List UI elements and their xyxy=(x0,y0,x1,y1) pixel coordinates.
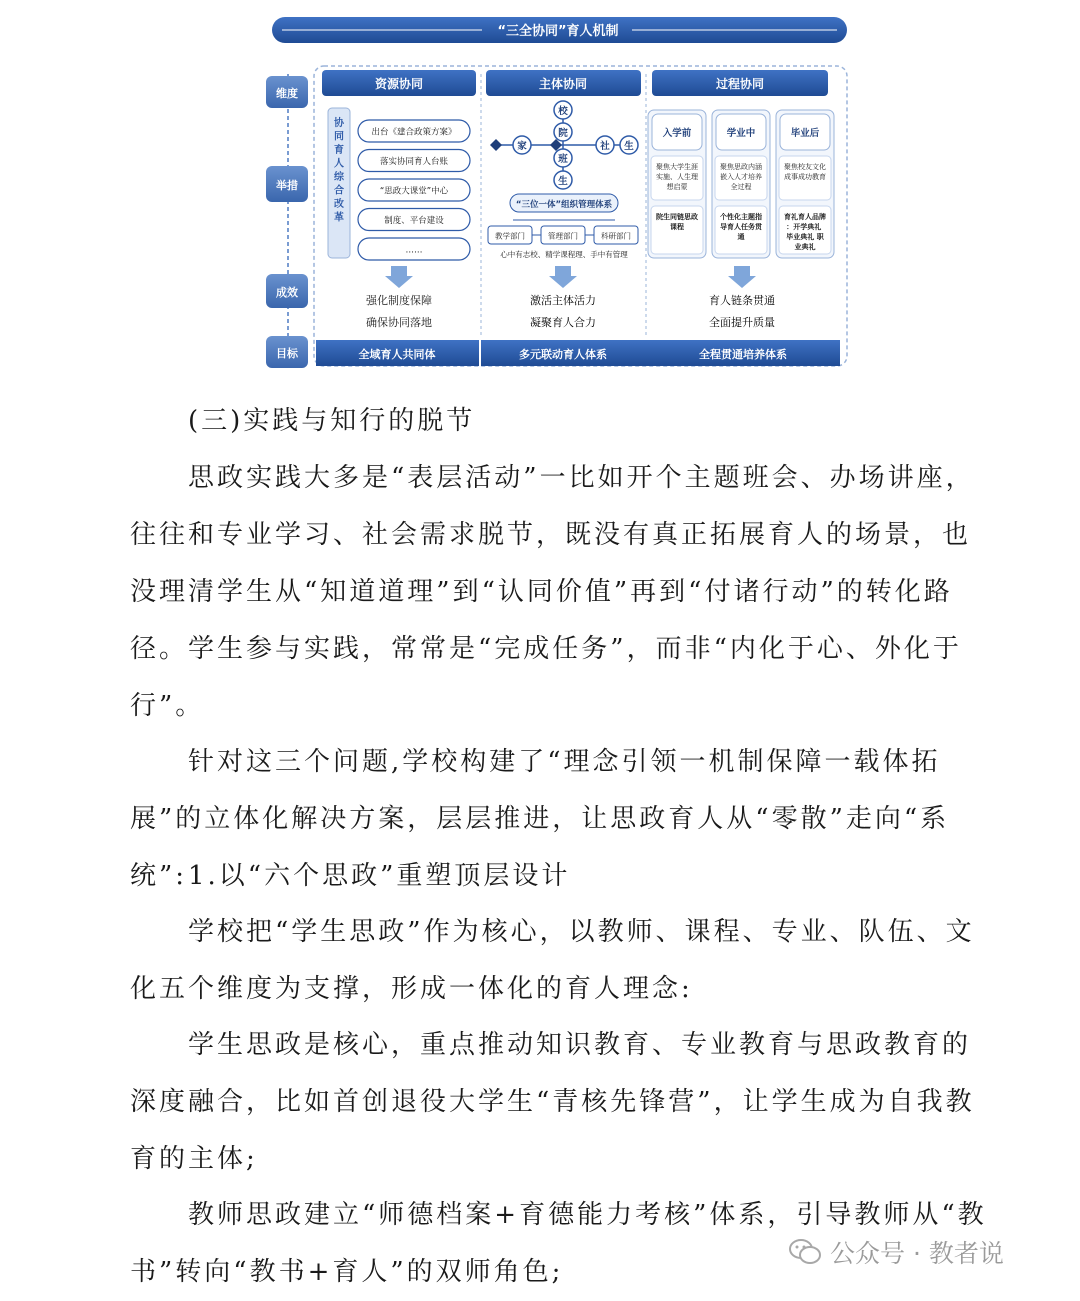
org-system-label: “三位一体”组织管理体系 xyxy=(515,200,613,210)
paragraph-practice-gap: 思政实践大多是“表层活动”一比如开个主题班会、办场讲座，往往和专业学习、社会需求脱节，既没有真正拓展育人的场景，也没理清学生从“知道道理”到“认同价值”再到“付诸行动”的转化路径。学生参与实践，常常是“完成任务”，而非“内化于心、外化于行”。 xyxy=(130,463,975,721)
svg-text:聚焦思政内涵嵌入人才培养全过程: 聚焦思政内涵嵌入人才培养全过程 xyxy=(720,163,762,191)
diagram-title: “三全协同”育人机制 xyxy=(497,24,619,39)
col3-result-2: 全面提升质量 xyxy=(709,316,775,329)
measure-item xyxy=(358,120,470,142)
col2-goal: 多元联动育人体系 xyxy=(519,348,607,361)
svg-text:生: 生 xyxy=(624,141,634,152)
svg-text:教学部门: 教学部门 xyxy=(495,231,525,241)
subject-node xyxy=(554,171,572,189)
col1-result-1: 强化制度保障 xyxy=(366,294,432,307)
department-box xyxy=(594,226,638,244)
measure-item xyxy=(358,209,470,231)
svg-text:聚焦校友文化成事成功教育: 聚焦校友文化成事成功教育 xyxy=(784,163,826,181)
stage-column xyxy=(712,110,770,258)
svg-text:举措: 举措 xyxy=(276,179,298,192)
subject-node xyxy=(554,101,572,119)
svg-text:落实协同育人台账: 落实协同育人台账 xyxy=(379,157,449,167)
svg-text:班: 班 xyxy=(558,154,568,165)
row-label-effect xyxy=(266,274,308,308)
svg-text:社: 社 xyxy=(600,141,610,152)
subject-node xyxy=(513,136,531,154)
vertical-label: 协同育人综合改革 xyxy=(334,118,344,224)
col2-note: 心中有志校、精学课程理、手中有管理 xyxy=(500,250,628,259)
svg-text:“思政大课堂”中心: “思政大课堂”中心 xyxy=(379,186,449,197)
stage-column xyxy=(648,110,706,258)
row-label-dimension xyxy=(266,76,308,108)
svg-text:制度、平台建设: 制度、平台建设 xyxy=(384,216,444,226)
paragraph-teacher-ideology: 教师思政建立“师德档案+育德能力考核”体系，引导教师从“教书”转向“教书+育人”的双师角色; xyxy=(130,1200,987,1287)
measure-item xyxy=(358,238,470,260)
col1-result-2: 确保协同落地 xyxy=(366,316,432,329)
subject-node xyxy=(620,136,638,154)
svg-text:院生同链思政课程: 院生同链思政课程 xyxy=(656,213,698,231)
svg-text:育礼育人品牌：开学典礼 毕业典礼 职业典礼: 育礼育人品牌：开学典礼 毕业典礼 职业典礼 xyxy=(784,213,826,251)
column-subject-collaboration xyxy=(481,70,646,366)
col3-goal: 全程贯通培养体系 xyxy=(699,348,787,361)
svg-text:家: 家 xyxy=(517,141,527,152)
paragraph-student-ideology: 学生思政是核心，重点推动知识教育、专业教育与思政教育的深度融合，比如首创退役大学生“青核先锋营”，让学生成为自我教育的主体; xyxy=(130,1030,975,1174)
mechanism-diagram xyxy=(260,14,855,374)
column-resource-collaboration xyxy=(316,70,479,366)
watermark xyxy=(788,1234,1004,1270)
svg-text:目标: 目标 xyxy=(276,347,298,360)
measure-item xyxy=(358,150,470,172)
stage-column xyxy=(776,110,834,258)
svg-text:个性化主题指导育人任务贯通: 个性化主题指导育人任务贯通 xyxy=(720,213,762,241)
subject-node xyxy=(554,123,572,141)
col2-result-1: 激活主体活力 xyxy=(530,294,596,307)
svg-text:毕业后: 毕业后 xyxy=(790,128,820,139)
svg-text:院: 院 xyxy=(558,128,568,139)
svg-text:成效: 成效 xyxy=(276,286,298,299)
svg-text:过程协同: 过程协同 xyxy=(715,77,765,91)
row-label-measures xyxy=(266,166,308,202)
svg-text:……: …… xyxy=(405,245,423,256)
subject-node xyxy=(554,149,572,167)
svg-text:聚焦大学生涯实施、人生理想启蒙: 聚焦大学生涯实施、人生理想启蒙 xyxy=(656,163,698,191)
section-heading-3: (三)实践与知行的脱节 xyxy=(188,406,476,436)
measure-item xyxy=(358,179,470,201)
department-box xyxy=(541,226,585,244)
paragraph-solution: 针对这三个问题,学校构建了“理念引领一机制保障一载体拓展”的立体化解决方案，层层推进，让思政育人从“零散”走向“系统”: xyxy=(130,747,950,891)
svg-text:资源协同: 资源协同 xyxy=(374,77,424,91)
paragraph-student-core: 学校把“学生思政”作为核心，以教师、课程、专业、队伍、文化五个维度为支撑，形成一体化的育人理念: xyxy=(130,917,975,1004)
svg-text:主体协同: 主体协同 xyxy=(538,77,588,91)
watermark-text: 公众号 · 教者说 xyxy=(830,1239,1004,1268)
svg-text:出台《建合政策方案》: 出台《建合政策方案》 xyxy=(371,127,457,138)
svg-text:校: 校 xyxy=(558,106,568,117)
row-label-goal xyxy=(266,336,308,368)
subject-node xyxy=(596,136,614,154)
department-box xyxy=(488,226,532,244)
connector-diamond xyxy=(490,139,502,151)
svg-text:生: 生 xyxy=(558,176,568,187)
col3-result-1: 育人链条贯通 xyxy=(709,294,775,307)
col2-result-2: 凝聚育人合力 xyxy=(530,316,596,329)
svg-text:学业中: 学业中 xyxy=(726,128,756,139)
svg-text:管理部门: 管理部门 xyxy=(548,231,578,241)
subheading-six-ideology: 1.以“六个思政”重塑顶层设计 xyxy=(188,861,571,891)
svg-text:入学前: 入学前 xyxy=(662,128,692,139)
svg-text:维度: 维度 xyxy=(276,87,298,100)
wechat-icon xyxy=(788,1237,822,1267)
col1-goal: 全域育人共同体 xyxy=(358,348,436,361)
column-process-collaboration xyxy=(646,70,840,366)
svg-text:科研部门: 科研部门 xyxy=(601,231,631,241)
